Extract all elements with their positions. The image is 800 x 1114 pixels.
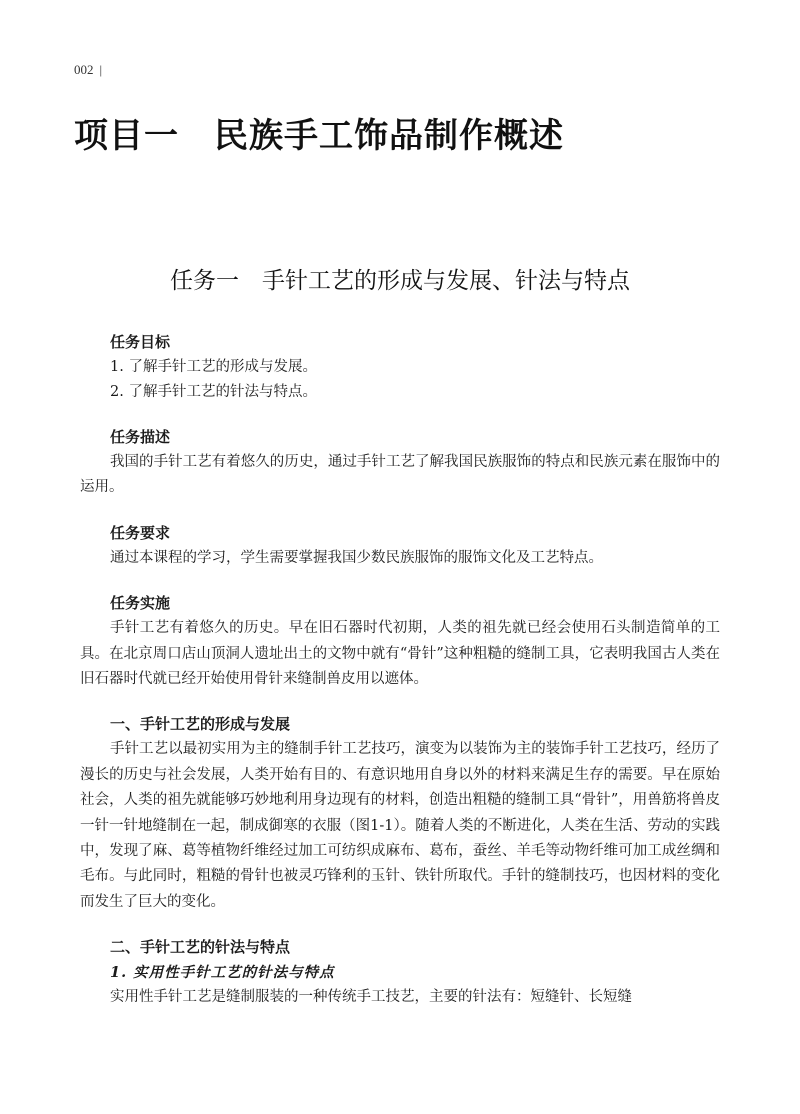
description-text: 我国的手针工艺有着悠久的历史，通过手针工艺了解我国民族服饰的特点和民族元素在服饰中的运用。 [80, 454, 720, 496]
section1-text: 手针工艺以最初实用为主的缝制手针工艺技巧，演变为以装饰为主的装饰手针工艺技巧，经历了漫长的历史与社会发展，人类开始有目的、有意识地用自身以外的材料来满足生存的需要。早在原始社会，人类的祖先就能够巧妙地利用身边现有的材料，创造出粗糙的缝制工具“骨针”，用兽筋将兽皮一针一针地缝制在一起，制成御寒的衣服（图1-1）。随着人类的不断进化，人类在生活、劳动的实践中，发现了麻、葛等植物纤维经过加工可纺织成麻布、葛布，蚕丝、羊毛等动物纤维可加工成丝绸和毛布。与此同时，粗糙的骨针也被灵巧锋利的玉针、铁针所取代。手针的缝制技巧，也因材料的变化而发生了巨大的变化。 [80, 741, 720, 910]
goal-item-2: 2. 了解手针工艺的针法与特点。 [110, 384, 317, 400]
implementation-text: 手针工艺有着悠久的历史。早在旧石器时代初期，人类的祖先就已经会使用石头制造简单的工具。在北京周口店山顶洞人遗址出土的文物中就有“骨针”这种粗糙的缝制工具，它表明我国古人类在旧石器时代就已经开始使用骨针来缝制兽皮用以遮体。 [80, 620, 720, 688]
page-number [74, 62, 102, 78]
requirements-heading: 任务要求 [110, 523, 171, 542]
page-number-separator: | [99, 62, 103, 77]
goal-item-1: 1. 了解手针工艺的形成与发展。 [110, 359, 317, 375]
section2-subheading: 1. 实用性手针工艺的针法与特点 [110, 964, 335, 982]
implementation-heading: 任务实施 [110, 594, 171, 613]
requirements-text: 通过本课程的学习，学生需要掌握我国少数民族服饰的服饰文化及工艺特点。 [110, 549, 603, 566]
section1-heading: 一、手针工艺的形成与发展 [110, 715, 291, 734]
task-title: 任务一 手针工艺的形成与发展、针法与特点 [170, 268, 630, 294]
section2-heading: 二、手针工艺的针法与特点 [110, 938, 291, 957]
description-heading: 任务描述 [110, 428, 171, 446]
goals-heading: 任务目标 [110, 333, 171, 351]
page-body [80, 330, 720, 1011]
chapter-title: 项目一 民族手工饰品制作概述 [74, 116, 564, 156]
section2-text: 实用性手针工艺是缝制服装的一种传统手工技艺，主要的针法有：短缝针、长短缝 [110, 989, 632, 1006]
page-number-value: 002 [74, 62, 94, 77]
